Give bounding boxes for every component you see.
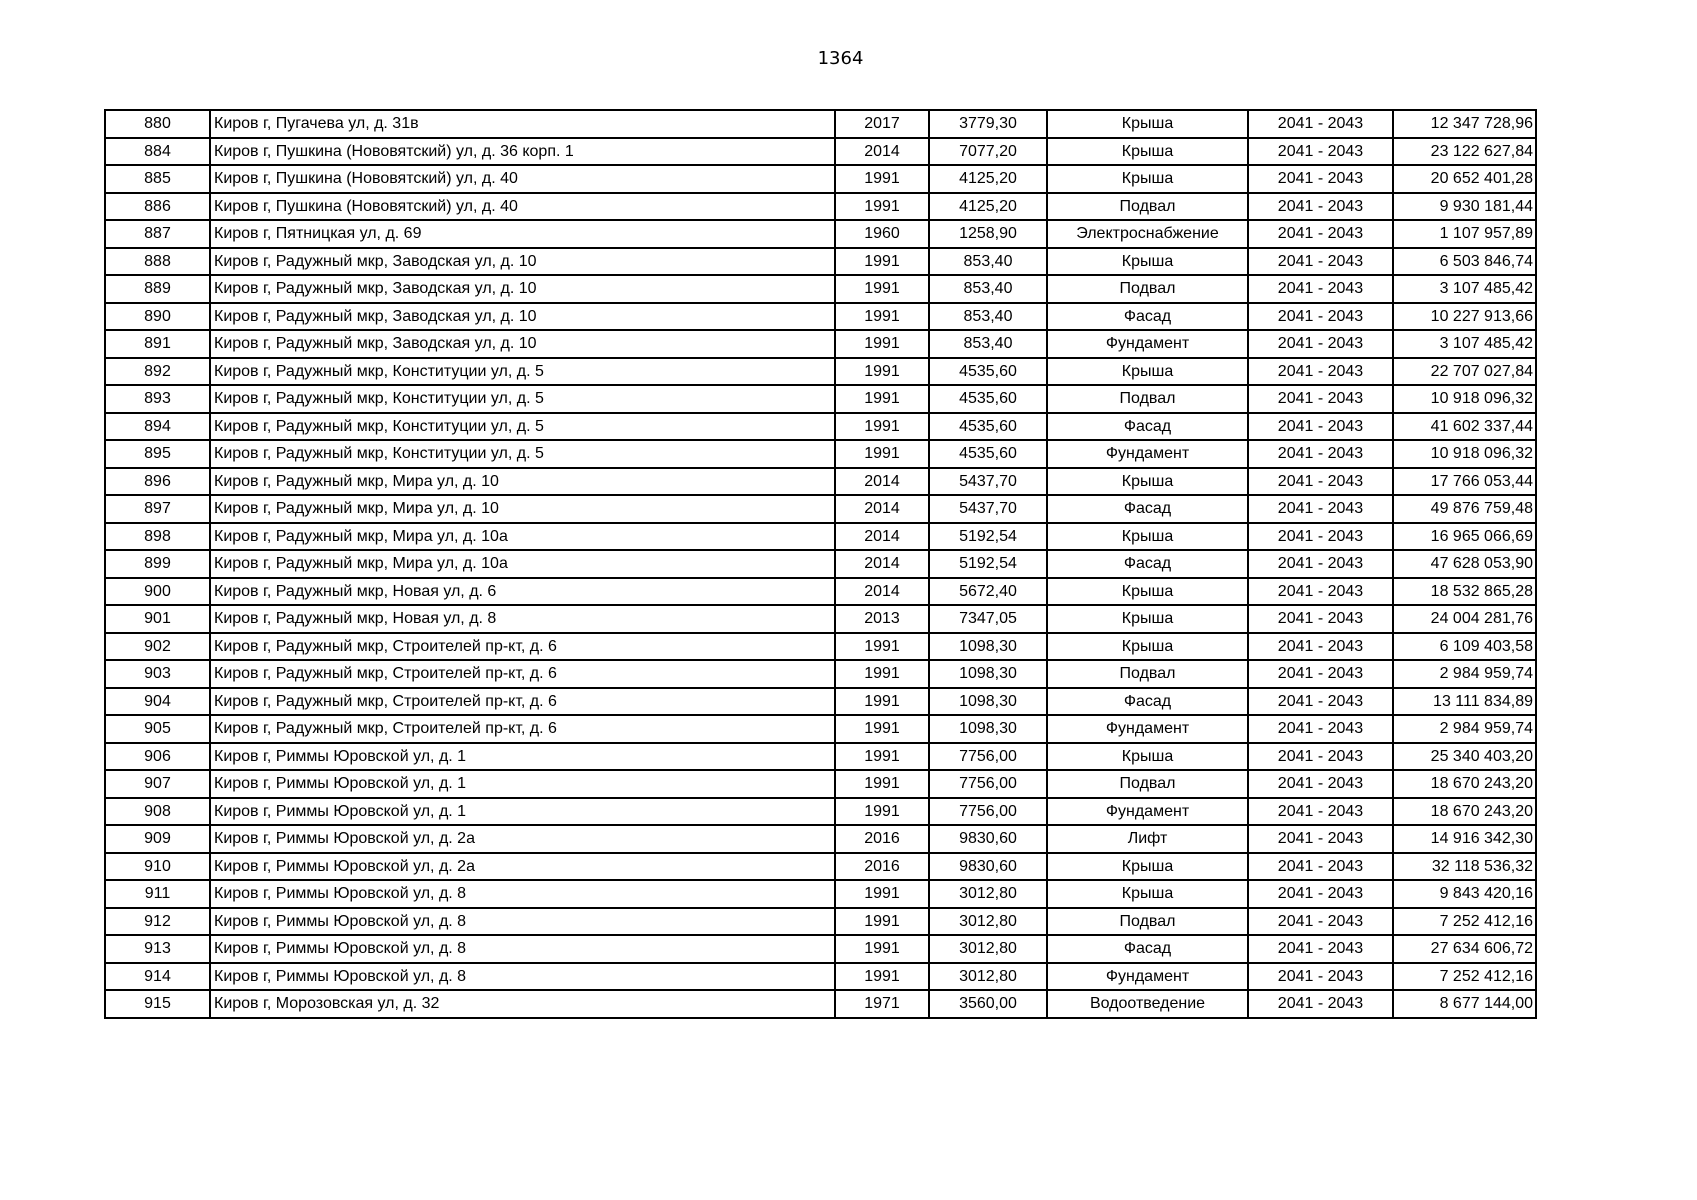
cell-number: 912 bbox=[105, 908, 210, 936]
cell-number: 895 bbox=[105, 440, 210, 468]
cell-work-type: Крыша bbox=[1047, 523, 1248, 551]
cell-year: 1991 bbox=[835, 633, 929, 661]
cell-period: 2041 - 2043 bbox=[1248, 275, 1393, 303]
cell-period: 2041 - 2043 bbox=[1248, 413, 1393, 441]
cell-address: Киров г, Радужный мкр, Заводская ул, д. 10 bbox=[210, 275, 835, 303]
cell-year: 1991 bbox=[835, 963, 929, 991]
cell-area: 4125,20 bbox=[929, 165, 1047, 193]
table-row bbox=[105, 495, 1536, 523]
cell-number: 902 bbox=[105, 633, 210, 661]
cell-area: 4535,60 bbox=[929, 385, 1047, 413]
cell-work-type: Крыша bbox=[1047, 248, 1248, 276]
table-row bbox=[105, 633, 1536, 661]
cell-year: 1991 bbox=[835, 413, 929, 441]
cell-address: Киров г, Радужный мкр, Строителей пр-кт, д. 6 bbox=[210, 688, 835, 716]
cell-number: 899 bbox=[105, 550, 210, 578]
cell-cost: 25 340 403,20 bbox=[1393, 743, 1536, 771]
cell-year: 1991 bbox=[835, 385, 929, 413]
cell-area: 853,40 bbox=[929, 275, 1047, 303]
cell-year: 1991 bbox=[835, 275, 929, 303]
cell-cost: 23 122 627,84 bbox=[1393, 138, 1536, 166]
cell-cost: 41 602 337,44 bbox=[1393, 413, 1536, 441]
cell-area: 5437,70 bbox=[929, 468, 1047, 496]
cell-number: 905 bbox=[105, 715, 210, 743]
cell-year: 1991 bbox=[835, 743, 929, 771]
table-row bbox=[105, 770, 1536, 798]
cell-address: Киров г, Радужный мкр, Мира ул, д. 10а bbox=[210, 523, 835, 551]
cell-period: 2041 - 2043 bbox=[1248, 688, 1393, 716]
cell-area: 4535,60 bbox=[929, 440, 1047, 468]
cell-year: 1991 bbox=[835, 660, 929, 688]
cell-area: 1098,30 bbox=[929, 688, 1047, 716]
table-row bbox=[105, 688, 1536, 716]
cell-address: Киров г, Радужный мкр, Новая ул, д. 8 bbox=[210, 605, 835, 633]
cell-work-type: Крыша bbox=[1047, 468, 1248, 496]
cell-period: 2041 - 2043 bbox=[1248, 633, 1393, 661]
cell-cost: 9 843 420,16 bbox=[1393, 880, 1536, 908]
cell-year: 2016 bbox=[835, 825, 929, 853]
cell-cost: 1 107 957,89 bbox=[1393, 220, 1536, 248]
cell-address: Киров г, Радужный мкр, Конституции ул, д. 5 bbox=[210, 385, 835, 413]
cell-number: 890 bbox=[105, 303, 210, 331]
cell-area: 7756,00 bbox=[929, 743, 1047, 771]
cell-period: 2041 - 2043 bbox=[1248, 110, 1393, 138]
cell-address: Киров г, Риммы Юровской ул, д. 1 bbox=[210, 770, 835, 798]
cell-address: Киров г, Радужный мкр, Конституции ул, д. 5 bbox=[210, 358, 835, 386]
table-row bbox=[105, 798, 1536, 826]
cell-address: Киров г, Риммы Юровской ул, д. 2а bbox=[210, 825, 835, 853]
cell-cost: 8 677 144,00 bbox=[1393, 990, 1536, 1018]
cell-address: Киров г, Пугачева ул, д. 31в bbox=[210, 110, 835, 138]
cell-year: 1991 bbox=[835, 193, 929, 221]
cell-cost: 18 532 865,28 bbox=[1393, 578, 1536, 606]
cell-period: 2041 - 2043 bbox=[1248, 165, 1393, 193]
cell-cost: 6 503 846,74 bbox=[1393, 248, 1536, 276]
cell-work-type: Подвал bbox=[1047, 385, 1248, 413]
table-row bbox=[105, 165, 1536, 193]
cell-address: Киров г, Пушкина (Нововятский) ул, д. 36 корп. 1 bbox=[210, 138, 835, 166]
cell-work-type: Крыша bbox=[1047, 165, 1248, 193]
cell-address: Киров г, Риммы Юровской ул, д. 1 bbox=[210, 798, 835, 826]
table-row bbox=[105, 550, 1536, 578]
cell-area: 5437,70 bbox=[929, 495, 1047, 523]
cell-number: 887 bbox=[105, 220, 210, 248]
cell-period: 2041 - 2043 bbox=[1248, 963, 1393, 991]
cell-number: 906 bbox=[105, 743, 210, 771]
cell-period: 2041 - 2043 bbox=[1248, 853, 1393, 881]
cell-work-type: Подвал bbox=[1047, 193, 1248, 221]
cell-area: 9830,60 bbox=[929, 853, 1047, 881]
cell-period: 2041 - 2043 bbox=[1248, 303, 1393, 331]
cell-area: 9830,60 bbox=[929, 825, 1047, 853]
cell-area: 4125,20 bbox=[929, 193, 1047, 221]
table-row bbox=[105, 935, 1536, 963]
cell-area: 853,40 bbox=[929, 330, 1047, 358]
cell-work-type: Электроснабжение bbox=[1047, 220, 1248, 248]
cell-year: 1960 bbox=[835, 220, 929, 248]
table-row bbox=[105, 523, 1536, 551]
repair-schedule-table bbox=[104, 109, 1537, 1019]
cell-cost: 10 918 096,32 bbox=[1393, 385, 1536, 413]
cell-period: 2041 - 2043 bbox=[1248, 358, 1393, 386]
cell-work-type: Подвал bbox=[1047, 275, 1248, 303]
cell-work-type: Крыша bbox=[1047, 743, 1248, 771]
cell-cost: 18 670 243,20 bbox=[1393, 798, 1536, 826]
cell-area: 3012,80 bbox=[929, 880, 1047, 908]
table-row bbox=[105, 358, 1536, 386]
cell-period: 2041 - 2043 bbox=[1248, 990, 1393, 1018]
cell-year: 2014 bbox=[835, 138, 929, 166]
table-row bbox=[105, 220, 1536, 248]
cell-area: 4535,60 bbox=[929, 413, 1047, 441]
cell-period: 2041 - 2043 bbox=[1248, 935, 1393, 963]
cell-cost: 17 766 053,44 bbox=[1393, 468, 1536, 496]
cell-work-type: Фасад bbox=[1047, 303, 1248, 331]
cell-year: 2016 bbox=[835, 853, 929, 881]
cell-cost: 22 707 027,84 bbox=[1393, 358, 1536, 386]
cell-number: 908 bbox=[105, 798, 210, 826]
cell-number: 914 bbox=[105, 963, 210, 991]
cell-number: 894 bbox=[105, 413, 210, 441]
cell-year: 2014 bbox=[835, 523, 929, 551]
cell-area: 5672,40 bbox=[929, 578, 1047, 606]
cell-work-type: Крыша bbox=[1047, 138, 1248, 166]
cell-number: 889 bbox=[105, 275, 210, 303]
cell-work-type: Водоотведение bbox=[1047, 990, 1248, 1018]
cell-number: 901 bbox=[105, 605, 210, 633]
cell-cost: 6 109 403,58 bbox=[1393, 633, 1536, 661]
cell-cost: 14 916 342,30 bbox=[1393, 825, 1536, 853]
cell-address: Киров г, Радужный мкр, Строителей пр-кт, д. 6 bbox=[210, 660, 835, 688]
cell-year: 1991 bbox=[835, 880, 929, 908]
cell-cost: 27 634 606,72 bbox=[1393, 935, 1536, 963]
table-row bbox=[105, 138, 1536, 166]
cell-cost: 9 930 181,44 bbox=[1393, 193, 1536, 221]
cell-work-type: Фасад bbox=[1047, 495, 1248, 523]
cell-area: 3560,00 bbox=[929, 990, 1047, 1018]
cell-address: Киров г, Риммы Юровской ул, д. 8 bbox=[210, 935, 835, 963]
cell-cost: 2 984 959,74 bbox=[1393, 715, 1536, 743]
cell-period: 2041 - 2043 bbox=[1248, 550, 1393, 578]
cell-work-type: Крыша bbox=[1047, 633, 1248, 661]
page-number: 1364 bbox=[817, 48, 864, 69]
cell-cost: 10 918 096,32 bbox=[1393, 440, 1536, 468]
cell-area: 7347,05 bbox=[929, 605, 1047, 633]
table-row bbox=[105, 275, 1536, 303]
cell-cost: 24 004 281,76 bbox=[1393, 605, 1536, 633]
cell-year: 1991 bbox=[835, 715, 929, 743]
table-row bbox=[105, 303, 1536, 331]
cell-area: 1258,90 bbox=[929, 220, 1047, 248]
cell-year: 1971 bbox=[835, 990, 929, 1018]
cell-area: 4535,60 bbox=[929, 358, 1047, 386]
cell-cost: 7 252 412,16 bbox=[1393, 908, 1536, 936]
table-row bbox=[105, 880, 1536, 908]
cell-number: 915 bbox=[105, 990, 210, 1018]
cell-address: Киров г, Риммы Юровской ул, д. 8 bbox=[210, 908, 835, 936]
cell-year: 2014 bbox=[835, 495, 929, 523]
cell-cost: 47 628 053,90 bbox=[1393, 550, 1536, 578]
cell-area: 853,40 bbox=[929, 248, 1047, 276]
cell-year: 2014 bbox=[835, 578, 929, 606]
cell-work-type: Фундамент bbox=[1047, 963, 1248, 991]
cell-number: 898 bbox=[105, 523, 210, 551]
cell-period: 2041 - 2043 bbox=[1248, 138, 1393, 166]
cell-period: 2041 - 2043 bbox=[1248, 440, 1393, 468]
cell-work-type: Крыша bbox=[1047, 110, 1248, 138]
cell-address: Киров г, Пятницкая ул, д. 69 bbox=[210, 220, 835, 248]
table-row bbox=[105, 468, 1536, 496]
cell-number: 900 bbox=[105, 578, 210, 606]
cell-address: Киров г, Морозовская ул, д. 32 bbox=[210, 990, 835, 1018]
cell-area: 1098,30 bbox=[929, 633, 1047, 661]
cell-work-type: Фасад bbox=[1047, 550, 1248, 578]
cell-address: Киров г, Радужный мкр, Мира ул, д. 10а bbox=[210, 550, 835, 578]
cell-area: 3012,80 bbox=[929, 963, 1047, 991]
table-row bbox=[105, 330, 1536, 358]
cell-area: 7756,00 bbox=[929, 798, 1047, 826]
cell-period: 2041 - 2043 bbox=[1248, 605, 1393, 633]
cell-area: 3012,80 bbox=[929, 935, 1047, 963]
cell-period: 2041 - 2043 bbox=[1248, 825, 1393, 853]
cell-address: Киров г, Риммы Юровской ул, д. 8 bbox=[210, 880, 835, 908]
cell-cost: 18 670 243,20 bbox=[1393, 770, 1536, 798]
table-row bbox=[105, 825, 1536, 853]
cell-period: 2041 - 2043 bbox=[1248, 908, 1393, 936]
table-row bbox=[105, 248, 1536, 276]
cell-work-type: Фасад bbox=[1047, 688, 1248, 716]
cell-area: 1098,30 bbox=[929, 715, 1047, 743]
cell-cost: 12 347 728,96 bbox=[1393, 110, 1536, 138]
cell-number: 910 bbox=[105, 853, 210, 881]
cell-year: 1991 bbox=[835, 688, 929, 716]
cell-year: 2014 bbox=[835, 550, 929, 578]
cell-period: 2041 - 2043 bbox=[1248, 578, 1393, 606]
cell-work-type: Фундамент bbox=[1047, 330, 1248, 358]
cell-period: 2041 - 2043 bbox=[1248, 798, 1393, 826]
table-row bbox=[105, 440, 1536, 468]
cell-year: 2014 bbox=[835, 468, 929, 496]
cell-year: 1991 bbox=[835, 303, 929, 331]
cell-address: Киров г, Радужный мкр, Новая ул, д. 6 bbox=[210, 578, 835, 606]
cell-address: Киров г, Радужный мкр, Конституции ул, д. 5 bbox=[210, 440, 835, 468]
cell-number: 911 bbox=[105, 880, 210, 908]
cell-number: 903 bbox=[105, 660, 210, 688]
cell-address: Киров г, Пушкина (Нововятский) ул, д. 40 bbox=[210, 193, 835, 221]
cell-address: Киров г, Риммы Юровской ул, д. 8 bbox=[210, 963, 835, 991]
table-row bbox=[105, 385, 1536, 413]
cell-address: Киров г, Риммы Юровской ул, д. 1 bbox=[210, 743, 835, 771]
cell-number: 885 bbox=[105, 165, 210, 193]
cell-work-type: Крыша bbox=[1047, 853, 1248, 881]
cell-cost: 13 111 834,89 bbox=[1393, 688, 1536, 716]
cell-period: 2041 - 2043 bbox=[1248, 193, 1393, 221]
table-row bbox=[105, 193, 1536, 221]
cell-address: Киров г, Радужный мкр, Заводская ул, д. 10 bbox=[210, 303, 835, 331]
cell-work-type: Фасад bbox=[1047, 935, 1248, 963]
cell-number: 884 bbox=[105, 138, 210, 166]
cell-period: 2041 - 2043 bbox=[1248, 743, 1393, 771]
cell-area: 853,40 bbox=[929, 303, 1047, 331]
cell-period: 2041 - 2043 bbox=[1248, 468, 1393, 496]
cell-address: Киров г, Радужный мкр, Строителей пр-кт, д. 6 bbox=[210, 715, 835, 743]
cell-area: 5192,54 bbox=[929, 550, 1047, 578]
table-row bbox=[105, 110, 1536, 138]
cell-area: 7077,20 bbox=[929, 138, 1047, 166]
cell-area: 1098,30 bbox=[929, 660, 1047, 688]
table-row bbox=[105, 963, 1536, 991]
cell-number: 886 bbox=[105, 193, 210, 221]
cell-work-type: Крыша bbox=[1047, 578, 1248, 606]
table-row bbox=[105, 853, 1536, 881]
table-row bbox=[105, 578, 1536, 606]
cell-address: Киров г, Пушкина (Нововятский) ул, д. 40 bbox=[210, 165, 835, 193]
table-row bbox=[105, 660, 1536, 688]
table-row bbox=[105, 743, 1536, 771]
cell-number: 913 bbox=[105, 935, 210, 963]
cell-year: 1991 bbox=[835, 935, 929, 963]
table-row bbox=[105, 990, 1536, 1018]
cell-area: 3779,30 bbox=[929, 110, 1047, 138]
cell-year: 1991 bbox=[835, 358, 929, 386]
cell-period: 2041 - 2043 bbox=[1248, 330, 1393, 358]
cell-year: 1991 bbox=[835, 798, 929, 826]
cell-period: 2041 - 2043 bbox=[1248, 495, 1393, 523]
cell-work-type: Подвал bbox=[1047, 770, 1248, 798]
cell-cost: 7 252 412,16 bbox=[1393, 963, 1536, 991]
cell-work-type: Подвал bbox=[1047, 660, 1248, 688]
cell-work-type: Крыша bbox=[1047, 605, 1248, 633]
table-row bbox=[105, 605, 1536, 633]
cell-number: 909 bbox=[105, 825, 210, 853]
cell-number: 893 bbox=[105, 385, 210, 413]
cell-period: 2041 - 2043 bbox=[1248, 523, 1393, 551]
cell-work-type: Подвал bbox=[1047, 908, 1248, 936]
cell-year: 2017 bbox=[835, 110, 929, 138]
cell-work-type: Фундамент bbox=[1047, 440, 1248, 468]
cell-address: Киров г, Радужный мкр, Мира ул, д. 10 bbox=[210, 495, 835, 523]
cell-address: Киров г, Радужный мкр, Заводская ул, д. 10 bbox=[210, 248, 835, 276]
cell-period: 2041 - 2043 bbox=[1248, 385, 1393, 413]
cell-cost: 32 118 536,32 bbox=[1393, 853, 1536, 881]
cell-cost: 10 227 913,66 bbox=[1393, 303, 1536, 331]
table-body bbox=[105, 110, 1536, 1018]
cell-cost: 20 652 401,28 bbox=[1393, 165, 1536, 193]
table-row bbox=[105, 413, 1536, 441]
cell-period: 2041 - 2043 bbox=[1248, 880, 1393, 908]
cell-period: 2041 - 2043 bbox=[1248, 220, 1393, 248]
cell-period: 2041 - 2043 bbox=[1248, 715, 1393, 743]
cell-address: Киров г, Радужный мкр, Строителей пр-кт, д. 6 bbox=[210, 633, 835, 661]
cell-number: 880 bbox=[105, 110, 210, 138]
cell-area: 3012,80 bbox=[929, 908, 1047, 936]
cell-work-type: Лифт bbox=[1047, 825, 1248, 853]
cell-address: Киров г, Риммы Юровской ул, д. 2а bbox=[210, 853, 835, 881]
cell-year: 1991 bbox=[835, 770, 929, 798]
table-row bbox=[105, 715, 1536, 743]
cell-period: 2041 - 2043 bbox=[1248, 660, 1393, 688]
cell-cost: 2 984 959,74 bbox=[1393, 660, 1536, 688]
cell-address: Киров г, Радужный мкр, Заводская ул, д. 10 bbox=[210, 330, 835, 358]
cell-cost: 3 107 485,42 bbox=[1393, 275, 1536, 303]
cell-year: 1991 bbox=[835, 165, 929, 193]
cell-number: 904 bbox=[105, 688, 210, 716]
cell-number: 897 bbox=[105, 495, 210, 523]
cell-year: 1991 bbox=[835, 440, 929, 468]
cell-area: 7756,00 bbox=[929, 770, 1047, 798]
cell-work-type: Фундамент bbox=[1047, 798, 1248, 826]
cell-year: 2013 bbox=[835, 605, 929, 633]
cell-number: 896 bbox=[105, 468, 210, 496]
cell-year: 1991 bbox=[835, 248, 929, 276]
cell-cost: 49 876 759,48 bbox=[1393, 495, 1536, 523]
table-container bbox=[104, 109, 1537, 1019]
cell-number: 891 bbox=[105, 330, 210, 358]
cell-cost: 3 107 485,42 bbox=[1393, 330, 1536, 358]
cell-work-type: Фасад bbox=[1047, 413, 1248, 441]
cell-period: 2041 - 2043 bbox=[1248, 770, 1393, 798]
cell-year: 1991 bbox=[835, 908, 929, 936]
table-row bbox=[105, 908, 1536, 936]
cell-address: Киров г, Радужный мкр, Конституции ул, д. 5 bbox=[210, 413, 835, 441]
cell-number: 888 bbox=[105, 248, 210, 276]
cell-cost: 16 965 066,69 bbox=[1393, 523, 1536, 551]
cell-work-type: Крыша bbox=[1047, 880, 1248, 908]
cell-address: Киров г, Радужный мкр, Мира ул, д. 10 bbox=[210, 468, 835, 496]
cell-number: 907 bbox=[105, 770, 210, 798]
cell-year: 1991 bbox=[835, 330, 929, 358]
cell-area: 5192,54 bbox=[929, 523, 1047, 551]
cell-period: 2041 - 2043 bbox=[1248, 248, 1393, 276]
cell-number: 892 bbox=[105, 358, 210, 386]
cell-work-type: Фундамент bbox=[1047, 715, 1248, 743]
cell-work-type: Крыша bbox=[1047, 358, 1248, 386]
